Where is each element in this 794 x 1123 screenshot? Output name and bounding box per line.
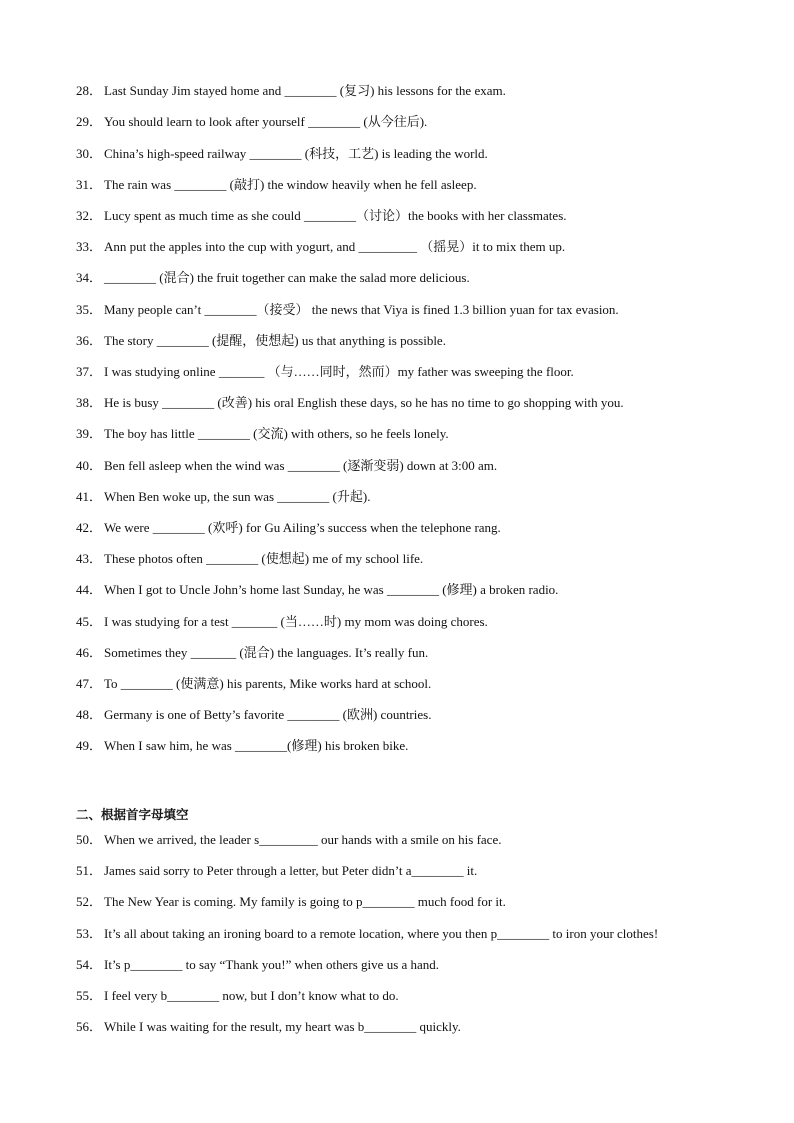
- question-number: 32．: [76, 208, 103, 223]
- question-44: [76, 580, 754, 600]
- question-text: You should learn to look after yourself ________ (从今往后).: [104, 114, 428, 129]
- question-text: It’s p________ to say “Thank you!” when others give us a hand.: [104, 957, 440, 972]
- question-46: [76, 643, 754, 663]
- question-49: [76, 736, 754, 756]
- question-text: I feel very b________ now, but I don’t know what to do.: [104, 988, 399, 1003]
- question-text: Lucy spent as much time as she could ________（讨论）the books with her classmates.: [104, 208, 567, 223]
- question-number: 29．: [76, 114, 103, 129]
- question-number: 28．: [76, 83, 103, 98]
- question-text: We were ________ (欢呼) for Gu Ailing’s success when the telephone rang.: [104, 520, 501, 535]
- question-number: 50．: [76, 832, 103, 847]
- question-number: 56．: [76, 1019, 103, 1034]
- question-number: 55．: [76, 988, 103, 1003]
- question-34: [76, 268, 754, 288]
- question-text: The story ________ (提醒，使想起) us that anything is possible.: [104, 333, 446, 348]
- question-number: 38．: [76, 395, 103, 410]
- question-number: 45．: [76, 614, 103, 629]
- question-number: 30．: [76, 146, 103, 161]
- question-text: To ________ (使满意) his parents, Mike works hard at school.: [104, 676, 432, 691]
- question-29: [76, 112, 754, 132]
- question-number: 36．: [76, 333, 103, 348]
- question-48: [76, 705, 754, 725]
- question-42: [76, 518, 754, 538]
- question-text: China’s high-speed railway ________ (科技，工艺) is leading the world.: [104, 146, 488, 161]
- question-text: The rain was ________ (敲打) the window heavily when he fell asleep.: [104, 177, 477, 192]
- question-number: 33．: [76, 239, 103, 254]
- question-number: 40．: [76, 458, 103, 473]
- question-55: [76, 986, 754, 1006]
- question-text: Many people can’t ________（接受） the news that Viya is fined 1.3 billion yuan for tax evasion.: [104, 302, 619, 317]
- question-number: 47．: [76, 676, 103, 691]
- question-text: It’s all about taking an ironing board to a remote location, where you then p________ to iron your clothes!: [104, 926, 659, 941]
- question-56: [76, 1017, 754, 1037]
- question-43: [76, 549, 754, 569]
- question-text: He is busy ________ (改善) his oral English these days, so he has no time to go shopping with you.: [104, 395, 624, 410]
- question-number: 39．: [76, 426, 103, 441]
- question-41: [76, 487, 754, 507]
- question-38: [76, 393, 754, 413]
- question-45: [76, 612, 754, 632]
- question-text: These photos often ________ (使想起) me of my school life.: [104, 551, 424, 566]
- question-text: When I saw him, he was ________(修理) his broken bike.: [104, 738, 409, 753]
- question-number: 34．: [76, 270, 103, 285]
- question-text: Sometimes they _______ (混合) the languages. It’s really fun.: [104, 645, 429, 660]
- question-33: [76, 237, 754, 257]
- question-50: [76, 830, 754, 850]
- question-text: When Ben woke up, the sun was ________ (升起).: [104, 489, 371, 504]
- question-52: [76, 892, 754, 912]
- question-text: I was studying online _______ （与……同时，然而）my father was sweeping the floor.: [104, 364, 574, 379]
- question-text: Last Sunday Jim stayed home and ________ (复习) his lessons for the exam.: [104, 83, 506, 98]
- question-text: The boy has little ________ (交流) with others, so he feels lonely.: [104, 426, 449, 441]
- question-text: James said sorry to Peter through a letter, but Peter didn’t a________ it.: [104, 863, 478, 878]
- question-number: 31．: [76, 177, 103, 192]
- question-text: I was studying for a test _______ (当……时) my mom was doing chores.: [104, 614, 488, 629]
- question-text: Ben fell asleep when the wind was ________ (逐渐变弱) down at 3:00 am.: [104, 458, 498, 473]
- question-text: When I got to Uncle John’s home last Sunday, he was ________ (修理) a broken radio.: [104, 582, 559, 597]
- question-number: 41．: [76, 489, 103, 504]
- question-53: [76, 924, 754, 944]
- question-32: [76, 206, 754, 226]
- question-text: Ann put the apples into the cup with yogurt, and _________ （摇晃）it to mix them up.: [104, 239, 566, 254]
- question-number: 35．: [76, 302, 103, 317]
- question-31: [76, 175, 754, 195]
- question-47: [76, 674, 754, 694]
- question-number: 37．: [76, 364, 103, 379]
- question-number: 44．: [76, 582, 103, 597]
- question-number: 42．: [76, 520, 103, 535]
- question-number: 52．: [76, 894, 103, 909]
- question-number: 46．: [76, 645, 103, 660]
- question-35: [76, 300, 754, 320]
- question-number: 51．: [76, 863, 103, 878]
- question-text: While I was waiting for the result, my heart was b________ quickly.: [104, 1019, 461, 1034]
- question-36: [76, 331, 754, 351]
- question-number: 49．: [76, 738, 103, 753]
- question-30: [76, 144, 754, 164]
- question-text: The New Year is coming. My family is going to p________ much food for it.: [104, 894, 506, 909]
- question-54: [76, 955, 754, 975]
- question-40: [76, 456, 754, 476]
- question-number: 48．: [76, 707, 103, 722]
- question-28: [76, 81, 754, 101]
- question-text: Germany is one of Betty’s favorite ________ (欧洲) countries.: [104, 707, 432, 722]
- question-text: ________ (混合) the fruit together can make the salad more delicious.: [104, 270, 470, 285]
- question-number: 54．: [76, 957, 103, 972]
- question-text: When we arrived, the leader s_________ our hands with a smile on his face.: [104, 832, 502, 847]
- question-number: 53．: [76, 926, 103, 941]
- question-number: 43．: [76, 551, 103, 566]
- question-39: [76, 424, 754, 444]
- question-51: [76, 861, 754, 881]
- section-heading: 二、根据首字母填空: [76, 807, 189, 822]
- question-37: [76, 362, 754, 382]
